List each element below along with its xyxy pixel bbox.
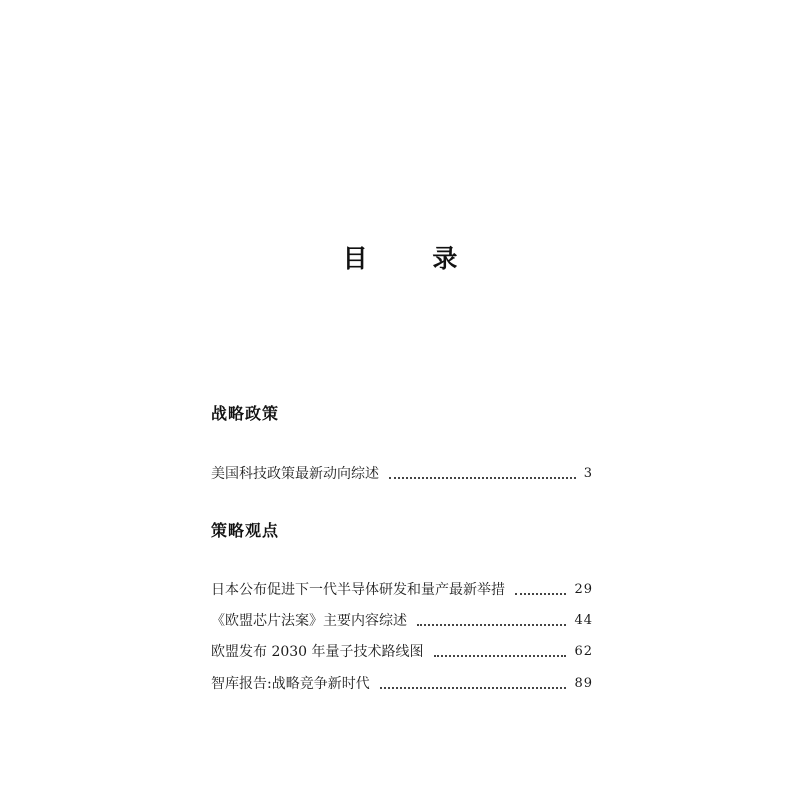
dot-leader (434, 655, 567, 657)
toc-entry[interactable] (211, 611, 593, 631)
dot-leader (380, 687, 567, 689)
toc-entry-title: 《欧盟芯片法案》主要内容综述 (211, 613, 407, 629)
toc-entry-title: 日本公布促进下一代半导体研发和量产最新举措 (211, 582, 505, 598)
toc-entry-page-number: 89 (574, 676, 593, 691)
toc-entry-title: 智库报告:战略竞争新时代 (211, 676, 370, 692)
toc-entry-page-number: 3 (583, 466, 593, 481)
toc-entry-title: 欧盟发布 2030 年量子技术路线图 (211, 644, 424, 660)
toc-entry[interactable] (211, 674, 593, 694)
toc-entry-title: 美国科技政策最新动向综述 (211, 466, 379, 482)
dot-leader (389, 477, 576, 479)
toc-entry-page-number: 62 (574, 644, 593, 659)
toc-entry-page-number: 44 (574, 613, 593, 628)
page-title: 目 录 (342, 244, 486, 273)
toc-entry[interactable] (211, 580, 593, 600)
toc-entry-page-number: 29 (574, 582, 593, 597)
dot-leader (515, 593, 566, 595)
section-heading-strategic-policy: 战略政策 (211, 404, 280, 423)
section-heading-strategy-views: 策略观点 (211, 521, 280, 540)
dot-leader (417, 624, 566, 626)
toc-entry[interactable] (211, 642, 593, 662)
toc-entry[interactable] (211, 464, 593, 484)
